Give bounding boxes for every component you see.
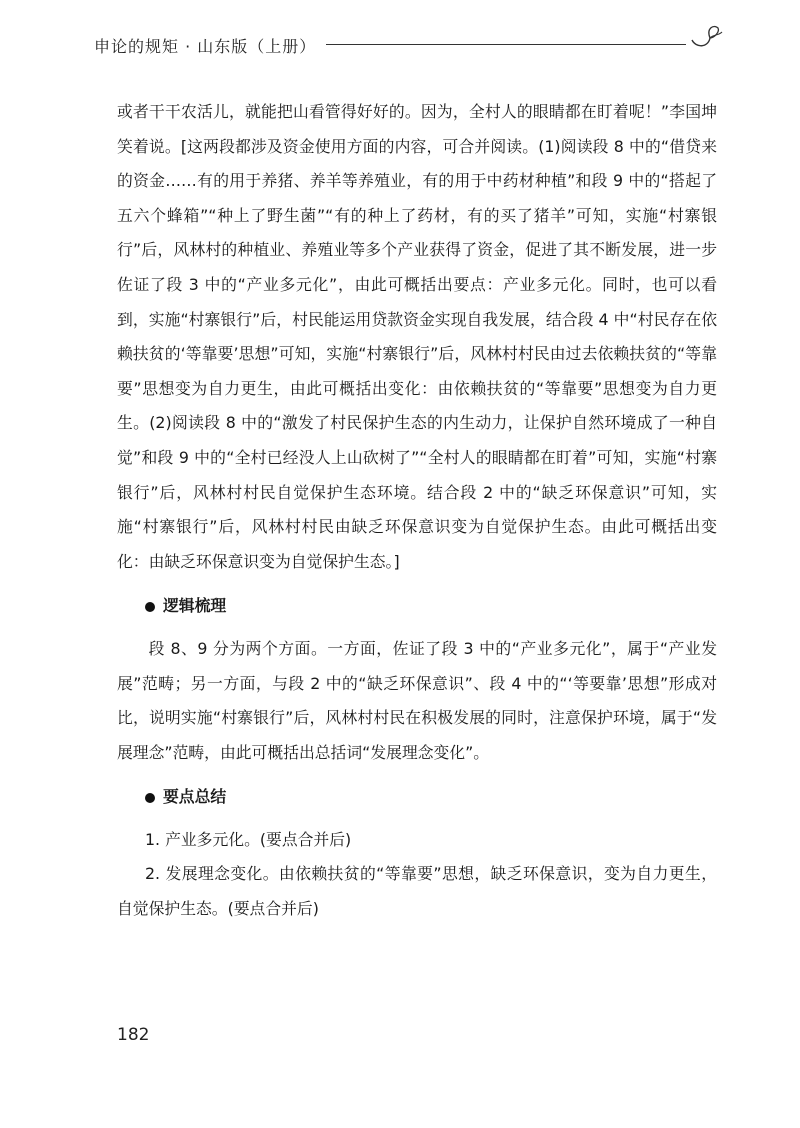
page-number: 182 [117,1025,150,1045]
analysis-paragraph: 或者干干农活儿，就能把山看管得好好的。因为，全村人的眼睛都在盯着呢！”李国坤笑着说。[这两段都涉及资金使用方面的内容，可合并阅读。(1)阅读段 8 中的“借贷来的资金……有的用于养猪、养羊等养殖业，有的用于中药材种植”和段 9 中的“搭起了五六个蜂箱”“种上了野生菌”“有的种上了药材，有的买了猪羊”可知，实施“村寨银行”后，风林村的种植业、养殖业等多个产业获得了资金，促进了其不断发展，进一步佐证了段 3 中的“产业多元化”，由此可概括出要点：产业多元化。同时，也可以看到，实施“村寨银行”后，村民能运用贷款资金实现自我发展，结合段 4 中“村民存在依赖扶贫的‘等靠要’思想”可知，实施“村寨银行”后，风林村村民由过去依赖扶贫的“等靠要”思想变为自力更生，由此可概括出变化：由依赖扶贫的“等靠要”思想变为自力更生。(2)阅读段 8 中的“激发了村民保护生态的内生动力，让保护自然环境成了一种自觉”和段 9 中的“全村已经没人上山砍树了”“全村人的眼睛都在盯着”可知，实施“村寨银行”后，风林村村民自觉保护生态环境。结合段 2 中的“缺乏环保意识”可知，实施“村寨银行”后，风林村村民由缺乏环保意识变为自觉保护生态。由此可概括出变化：由缺乏环保意识变为自觉保护生态。] [117,102,717,571]
sprout-icon [684,22,724,52]
bullet-icon [145,793,155,803]
page-content [117,95,717,927]
running-header [94,22,734,62]
bullet-icon [145,602,155,612]
logic-paragraph: 段 8、9 分为两个方面。一方面，佐证了段 3 中的“产业多元化”，属于“产业发展”范畴；另一方面，与段 2 中的“缺乏环保意识”、段 4 中的“‘等要靠’思想”形成对比，说明实施“村寨银行”后，风林村村民在积极发展的同时，注意保护环境，属于“发展理念”范畴，由此可概括出总括词“发展理念变化”。 [117,638,717,762]
summary-point: 2. 发展理念变化。由依赖扶贫的“等靠要”思想，缺乏环保意识，变为自力更生，自觉保护生态。(要点合并后) [117,864,717,919]
logic-heading-text: 逻辑梳理 [163,596,227,616]
book-title: 申论的规矩 · 山东版（上册） [94,37,317,56]
header-rule [326,44,686,45]
summary-point: 1. 产业多元化。(要点合并后) [145,829,352,849]
summary-heading-text: 要点总结 [163,787,227,807]
summary-heading [117,780,717,815]
logic-heading [117,589,717,624]
